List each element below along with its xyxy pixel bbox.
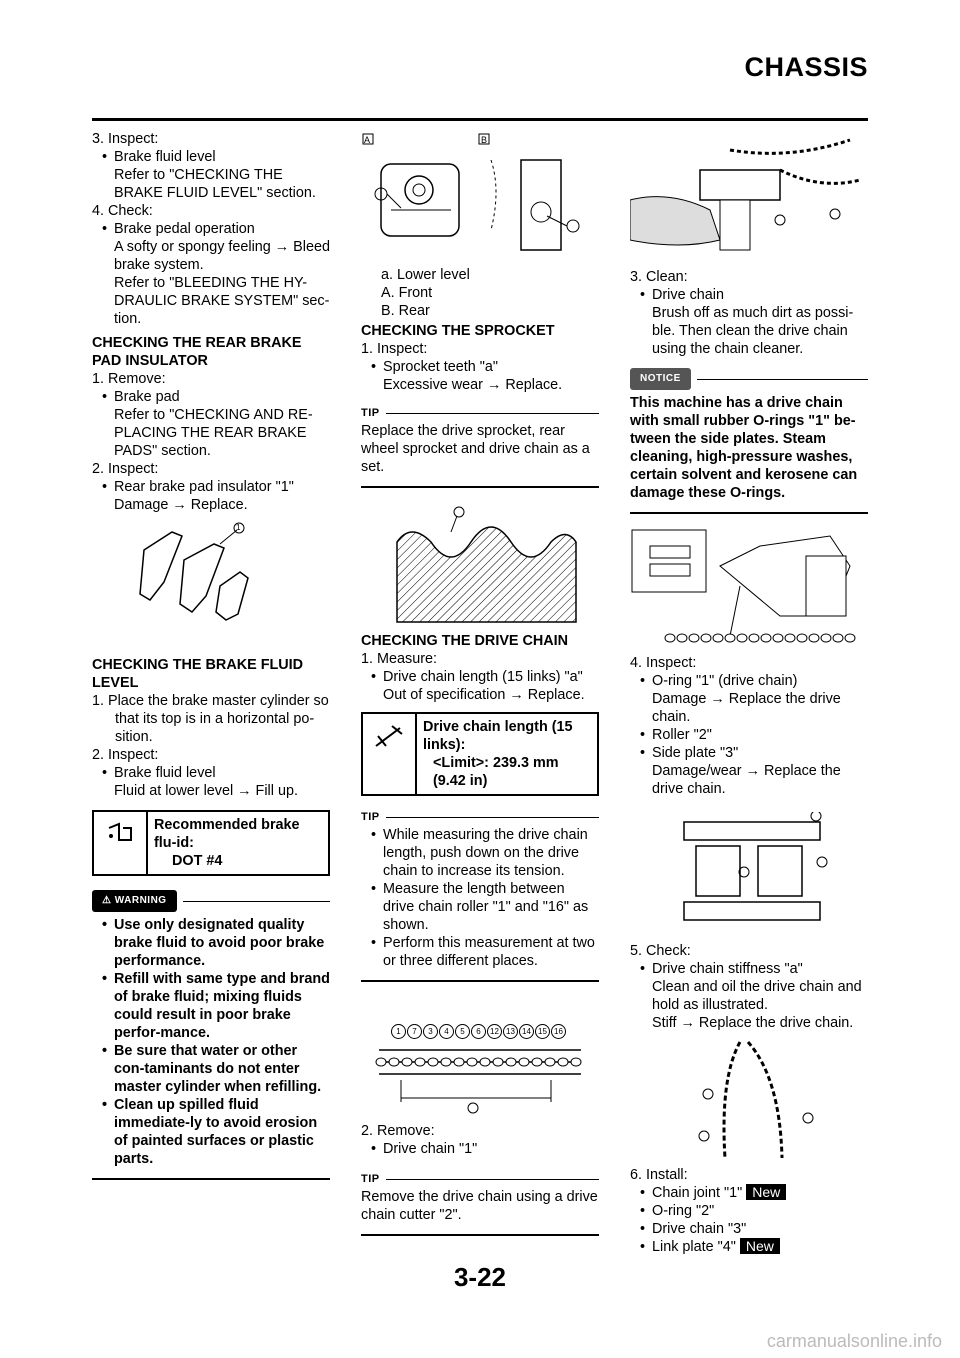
chain-cleaning-figure	[630, 526, 868, 654]
warning-item: • Clean up spilled fluid immediate-ly to avoid erosion of painted surfaces or plastic parts.	[92, 1096, 330, 1168]
roller-number: 14	[519, 1024, 534, 1039]
bullet: • Roller "2"	[630, 726, 868, 744]
bullet: • O-ring "1" (drive chain)	[630, 672, 868, 690]
legend-item: B. Rear	[381, 303, 430, 319]
bullet-detail: Damage/wear → Replace the drive chain.	[652, 763, 841, 797]
tip-label: TIP	[361, 811, 380, 823]
tip-item: • Measure the length between drive chain roller "1" and "16" as shown.	[361, 880, 599, 934]
column-1	[92, 130, 330, 1180]
bullet-detail: Brush off as much dirt as possi-ble. Then clean the drive chain using the chain cleaner.	[652, 305, 854, 357]
bullet-detail: Out of specification → Replace.	[383, 687, 585, 703]
callout-label: 1	[236, 523, 241, 532]
spec-label: Recommended brake flu-id:	[154, 817, 300, 851]
step-inspect: 3. Inspect:	[92, 131, 159, 147]
caliper-icon	[363, 714, 417, 794]
tip-end-rule	[361, 1234, 599, 1236]
watermark: carmanualsonline.info	[766, 1331, 942, 1351]
roller-number: 13	[503, 1024, 518, 1039]
warning-rule	[183, 901, 330, 902]
bullet-detail: Clean and oil the drive chain and hold as illustrated.	[652, 979, 862, 1013]
section-heading: CHECKING THE REAR BRAKE PAD INSULATOR	[92, 335, 302, 369]
bullet: • Brake pad	[92, 388, 330, 406]
warning-item: • Be sure that water or other con-taminants do not enter master cylinder when refilling.	[92, 1042, 330, 1096]
bullet: • Brake fluid level	[92, 148, 330, 166]
header-rule	[92, 118, 868, 121]
chain-stiffness-figure	[630, 1038, 868, 1166]
step-inspect: 2. Inspect:	[92, 747, 159, 763]
step-clean: 3. Clean:	[630, 269, 688, 285]
notice-header	[630, 368, 868, 390]
warning-item: • Refill with same type and brand of brake fluid; mixing fluids could result in poor brake perfor-mance.	[92, 970, 330, 1042]
chain-link	[689, 634, 699, 642]
notice-badge: NOTICE	[630, 368, 691, 390]
roller-number: 12	[487, 1024, 502, 1039]
chain-cutter-figure	[630, 130, 868, 266]
chain-roller	[545, 1058, 555, 1066]
chain-link	[797, 634, 807, 642]
warning-end-rule	[92, 1178, 330, 1180]
spec-value: <Limit>: 239.3 mm	[433, 755, 559, 771]
tip-label: TIP	[361, 1173, 380, 1185]
bullet-detail: A softy or spongy feeling → Bleed brake system.	[114, 239, 330, 273]
chain-link	[821, 634, 831, 642]
chain-link	[773, 634, 783, 642]
new-tag: New	[746, 1184, 786, 1200]
chain-roller	[558, 1058, 568, 1066]
chain-parts-figure	[630, 812, 868, 942]
tip-end-rule	[361, 486, 599, 488]
tip-text: Replace the drive sprocket, rear wheel sprocket and drive chain as a set.	[361, 423, 590, 475]
page-number: 3-22	[453, 1262, 507, 1292]
step-inspect: 2. Inspect:	[92, 461, 159, 477]
spec-value: DOT #4	[172, 853, 223, 869]
roller-number: 7	[407, 1024, 422, 1039]
step-check: 5. Check:	[630, 943, 691, 959]
bullet-detail: Refer to "CHECKING AND RE-PLACING THE REAR BRAKE PADS" section.	[114, 407, 313, 459]
bullet: • O-ring "2"	[630, 1202, 868, 1220]
roller-number: 3	[423, 1024, 438, 1039]
chain-roller	[519, 1058, 529, 1066]
roller-number: 16	[551, 1024, 566, 1039]
chain-roller	[532, 1058, 542, 1066]
chain-roller	[428, 1058, 438, 1066]
chain-link	[845, 634, 855, 642]
column-3	[630, 130, 868, 1256]
step-place: 1. Place the brake master cylinder so that its top is in a horizontal po-sition.	[92, 693, 329, 745]
warning-header	[92, 890, 330, 912]
chain-link	[785, 634, 795, 642]
bullet: • Drive chain "1"	[361, 1140, 599, 1158]
chain-link	[749, 634, 759, 642]
new-tag: New	[740, 1238, 780, 1254]
step-install: 6. Install:	[630, 1167, 688, 1183]
chain-roller	[454, 1058, 464, 1066]
chain-link	[713, 634, 723, 642]
tip-header	[361, 1170, 599, 1188]
bullet: • Brake pedal operation	[92, 220, 330, 238]
bullet-detail: Fluid at lower level → Fill up.	[114, 783, 298, 799]
roller-number: 15	[535, 1024, 550, 1039]
chain-link	[677, 634, 687, 642]
spec-box	[361, 712, 599, 796]
chain-roller	[571, 1058, 581, 1066]
chain-roller	[389, 1058, 399, 1066]
figure-label-b: B	[481, 135, 488, 145]
chain-link	[809, 634, 819, 642]
section-heading: CHECKING THE BRAKE FLUID LEVEL	[92, 657, 304, 691]
roller-number: 5	[455, 1024, 470, 1039]
bullet-detail: Damage → Replace the drive chain.	[652, 691, 841, 725]
column-2	[361, 130, 599, 1236]
chain-link	[701, 634, 711, 642]
bullet: • Drive chain stiffness "a"	[630, 960, 868, 978]
bullet: • Brake fluid level	[92, 764, 330, 782]
brake-pad-figure	[92, 522, 330, 650]
step-remove: 2. Remove:	[361, 1123, 435, 1139]
roller-number: 6	[471, 1024, 486, 1039]
bullet-detail: Refer to "CHECKING THE BRAKE FLUID LEVEL" section.	[114, 167, 316, 201]
warning-icon: ⚠	[102, 895, 115, 906]
bullet: • Chain joint "1" New	[630, 1184, 868, 1202]
tip-header	[361, 808, 599, 826]
bullet-detail: Stiff → Replace the drive chain.	[652, 1015, 854, 1031]
step-inspect: 1. Inspect:	[361, 341, 428, 357]
notice-text: This machine has a drive chain with small rubber O-rings "1" be-tween the side plates. Steam cleaning, high-pressure washes, certain solvent and kerosene can damage these O-rings.	[630, 395, 858, 501]
chain-length-figure	[361, 1002, 599, 1122]
legend-item: A. Front	[381, 285, 433, 301]
step-measure: 1. Measure:	[361, 651, 437, 667]
warning-item: • Use only designated quality brake fluid to avoid poor brake performance.	[92, 916, 330, 970]
chain-roller	[415, 1058, 425, 1066]
bullet: • Sprocket teeth "a"	[361, 358, 599, 376]
chain-link	[737, 634, 747, 642]
roller-number: 1	[391, 1024, 406, 1039]
roller-number: 4	[439, 1024, 454, 1039]
bullet-detail: Refer to "BLEEDING THE HY-DRAULIC BRAKE SYSTEM" sec-tion.	[114, 275, 330, 327]
tip-item: • While measuring the drive chain length, push down on the drive chain to increase its tension.	[361, 826, 599, 880]
tip-header	[361, 404, 599, 422]
spec-label: Drive chain length (15 links):	[423, 719, 573, 753]
chain-link	[725, 634, 735, 642]
tip-label: TIP	[361, 407, 380, 419]
step-check: 4. Check:	[92, 203, 153, 219]
bullet: • Drive chain	[630, 286, 868, 304]
warning-badge: ⚠ WARNING	[92, 890, 177, 912]
section-heading: CHECKING THE SPROCKET	[361, 323, 555, 339]
notice-end-rule	[630, 512, 868, 514]
chain-roller	[467, 1058, 477, 1066]
bullet-detail: Damage → Replace.	[114, 497, 248, 513]
section-heading: CHECKING THE DRIVE CHAIN	[361, 633, 569, 649]
oil-can-icon	[94, 812, 148, 874]
chain-link	[665, 634, 675, 642]
chain-link	[761, 634, 771, 642]
chain-roller	[441, 1058, 451, 1066]
spec-value: (9.42 in)	[433, 773, 488, 789]
step-inspect: 4. Inspect:	[630, 655, 697, 671]
tip-end-rule	[361, 980, 599, 982]
bullet: • Rear brake pad insulator "1"	[92, 478, 330, 496]
step-remove: 1. Remove:	[92, 371, 166, 387]
bullet: • Drive chain length (15 links) "a"	[361, 668, 599, 686]
chain-roller	[376, 1058, 386, 1066]
chain-roller	[480, 1058, 490, 1066]
chain-roller	[493, 1058, 503, 1066]
bullet: • Side plate "3"	[630, 744, 868, 762]
chain-roller	[506, 1058, 516, 1066]
chain-roller	[402, 1058, 412, 1066]
legend-item: a. Lower level	[381, 267, 470, 283]
sprocket-figure	[361, 502, 599, 630]
page-title: CHASSIS	[744, 52, 868, 82]
bullet: • Drive chain "3"	[630, 1220, 868, 1238]
figure-label-a: A	[364, 135, 371, 145]
chain-link	[833, 634, 843, 642]
tip-item: • Perform this measurement at two or three different places.	[361, 934, 599, 970]
master-cylinder-figure	[361, 130, 599, 266]
bullet: • Link plate "4" New	[630, 1238, 868, 1256]
spec-box	[92, 810, 330, 876]
tip-text: Remove the drive chain using a drive chain cutter "2".	[361, 1189, 598, 1223]
bullet-detail: Excessive wear → Replace.	[383, 377, 563, 393]
